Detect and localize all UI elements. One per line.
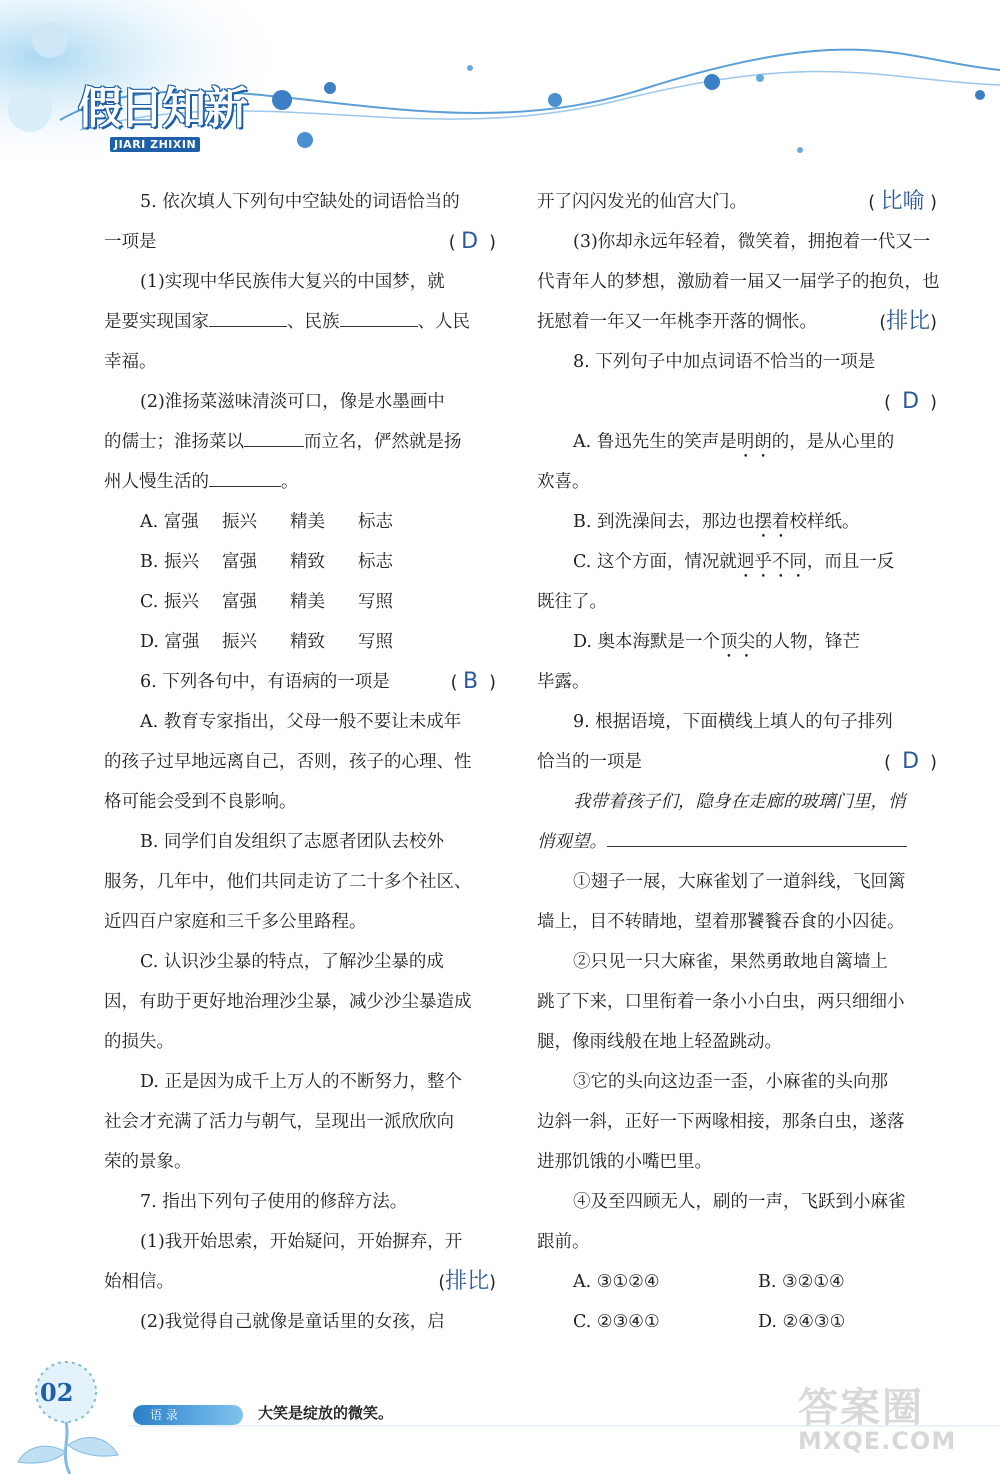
q7-3-line2: 代青年人的梦想，激励着一届又一届学子的抱负，也	[537, 272, 940, 292]
q8-a-line2: 欢喜。	[537, 472, 590, 492]
q9-s1-line1: ①翅子一展，大麻雀划了一道斜线，飞回篱	[573, 872, 906, 892]
q8-a-line1: A. 鲁迅先生的笑声是明朗的，是从心里的	[573, 432, 895, 452]
q9-s2-line2: 跳了下来，口里衔着一条小小白虫，两只细细小	[537, 992, 905, 1012]
q9-s3-line1: ③它的头向这边歪一歪，小麻雀的头向那	[573, 1072, 888, 1092]
q5-2-line1: (2)淮扬菜滋味清淡可口，像是水墨画中	[140, 392, 445, 412]
q6-b-line1: B. 同学们自发组织了志愿者团队去校外	[140, 832, 444, 852]
q6-a-line2: 的孩子过早地远离自己，否则，孩子的心理、性	[104, 752, 472, 772]
q7-stem: 7. 指出下列句子使用的修辞方法。	[140, 1192, 408, 1212]
q7-3-line3: 抚慰着一年又一年桃李开落的惆怅。 (排比)	[537, 302, 937, 342]
q6-a-line3: 格可能会受到不良影响。	[104, 792, 297, 812]
q6-c-line2: 因，有助于更好地治理沙尘暴，减少沙尘暴造成	[104, 992, 472, 1012]
quote-tag-label: 语 录	[150, 1408, 178, 1422]
q7-1-line1: (1)我开始思索，开始疑问，开始摒弃，开	[140, 1232, 463, 1252]
q7-2-line1: (2)我觉得自己就像是童话里的女孩，启	[140, 1312, 445, 1332]
q9-answer: ( D )	[884, 749, 937, 774]
q9-s1-line2: 墙上，目不转睛地，望着那饕餮吞食的小囚徒。	[537, 912, 905, 932]
q8-answer-line	[537, 382, 937, 422]
q6-d-line3: 荣的景象。	[104, 1152, 192, 1172]
q5-option-a: A. 富强 振兴 精美 标志	[140, 512, 393, 532]
q9-context-line2: 悄观望。	[537, 822, 937, 862]
q5-line1: 5. 依次填人下列句中空缺处的词语恰当的	[140, 192, 460, 212]
q9-s4-line2: 跟前。	[537, 1232, 590, 1252]
q5-2-line3: 州人慢生活的 。	[104, 462, 496, 502]
q9-options-row1: A. ③①②④ B. ③②①④	[573, 1272, 845, 1292]
q9-options-row2: C. ②③④① D. ②④③①	[573, 1312, 846, 1332]
q8-b-line: B. 到洗澡间去，那边也摆着校样纸。	[573, 512, 860, 532]
page-number: 02	[40, 1378, 74, 1407]
logo-subtitle: JIARI ZHIXIN	[110, 137, 200, 152]
q6-a-line1: A. 教育专家指出，父母一般不要让未成年	[140, 712, 462, 732]
q5-1-line1: (1)实现中华民族伟大复兴的中国梦，就	[140, 272, 445, 292]
watermark	[798, 1376, 956, 1455]
q8-answer: ( D )	[884, 389, 937, 414]
q6-d-line2: 社会才充满了活力与朝气，呈现出一派欣欣向	[104, 1112, 454, 1132]
q8-d-line2: 毕露。	[537, 672, 590, 692]
q8-c-line1: C. 这个方面，情况就迥乎不同，而且一反	[573, 552, 895, 572]
q6-c-line3: 的损失。	[104, 1032, 174, 1052]
watermark-url: MXQE.COM	[798, 1427, 957, 1455]
q5-answer: ( D )	[448, 229, 496, 254]
q7-2-line2: 开了闪闪发光的仙宫大门。 ( 比喻 )	[537, 182, 937, 222]
q5-line2: 一项是 ( D )	[104, 222, 496, 262]
q6-d-line1: D. 正是因为成千上万人的不断努力，整个	[140, 1072, 463, 1092]
right-column	[537, 182, 940, 1342]
q7-2-answer: ( 比喻 )	[868, 189, 937, 214]
q6-answer: ( B )	[450, 669, 496, 694]
q9-line2: 恰当的一项是 ( D )	[537, 742, 937, 782]
q6-stem: 6. 下列各句中，有语病的一项是 ( B )	[104, 662, 496, 702]
q5-option-c: C. 振兴 富强 精美 写照	[140, 592, 393, 612]
q6-b-line3: 近四百户家庭和三千多公里路程。	[104, 912, 367, 932]
q7-1-line2: 始相信。 (排比)	[104, 1262, 496, 1302]
q7-3-answer: (排比)	[879, 309, 937, 334]
logo-title: 假日知新	[78, 83, 246, 134]
q9-s3-line3: 进那饥饿的小嘴巴里。	[537, 1152, 712, 1172]
q8-d-line1: D. 奥本海默是一个顶尖的人物，锋芒	[573, 632, 861, 652]
q9-line1: 9. 根据语境，下面横线上填人的句子排列	[573, 712, 893, 732]
q5-2-line2: 的儒士；淮扬菜以 而立名，俨然就是扬	[104, 422, 496, 462]
q7-3-line1: (3)你却永远年轻着，微笑着，拥抱着一代又一	[573, 232, 931, 252]
q9-s2-line1: ②只见一只大麻雀，果然勇敢地自篱墙上	[573, 952, 888, 972]
q6-b-line2: 服务，几年中，他们共同走访了二十多个社区、	[104, 872, 472, 892]
q5-option-d: D. 富强 振兴 精致 写照	[140, 632, 393, 652]
q5-1-line3: 幸福。	[104, 352, 157, 372]
q9-s4-line1: ④及至四顾无人，刷的一声，飞跃到小麻雀	[573, 1192, 906, 1212]
q5-option-b: B. 振兴 富强 精致 标志	[140, 552, 393, 572]
q6-c-line1: C. 认识沙尘暴的特点，了解沙尘暴的成	[140, 952, 444, 972]
watermark-title: 答案圈	[798, 1385, 924, 1431]
footer-quote: 大笑是绽放的微笑。	[258, 1404, 394, 1422]
q8-stem: 8. 下列句子中加点词语不恰当的一项是	[573, 352, 876, 372]
q9-s2-line3: 腿，像雨线般在地上轻盈跳动。	[537, 1032, 782, 1052]
q9-context-line1: 我带着孩子们，隐身在走廊的玻璃门里，悄	[573, 792, 906, 812]
q9-s3-line2: 边斜一斜，正好一下两喙相接，那条白虫，遂落	[537, 1112, 905, 1132]
q5-1-line2: 是要实现国家 、民族 、人民	[104, 302, 496, 342]
left-column	[104, 182, 496, 1342]
q8-c-line2: 既往了。	[537, 592, 607, 612]
q7-1-answer: (排比)	[438, 1269, 496, 1294]
